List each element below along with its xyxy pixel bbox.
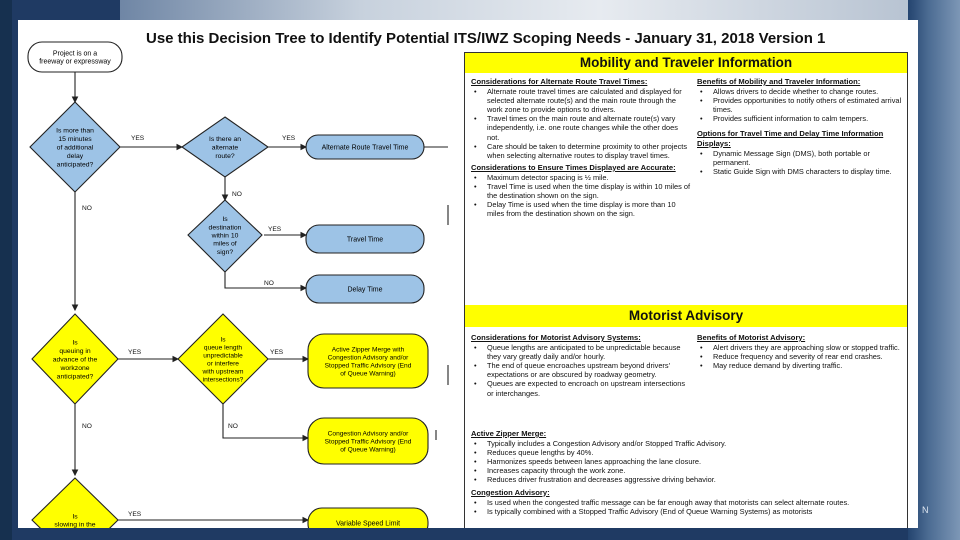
node-text-line: Stopped Traffic Advisory (End: [324, 438, 412, 446]
node-text-line: route?: [215, 152, 235, 160]
outcome-text: [347, 237, 383, 244]
col-motorist: [471, 333, 691, 401]
node-text-line: advance of the: [52, 356, 98, 364]
band-motorist: Motorist Advisory: [465, 305, 907, 327]
list-congestion: [471, 498, 901, 516]
node-text-line: Active Zipper Merge with: [331, 346, 405, 354]
node-text-line: Is: [222, 216, 228, 224]
list-item: • Dynamic Message Sign (DMS), both portable or permanent.: [697, 149, 902, 167]
heading-options: Options for Travel Time and Delay Time Information Displays:: [697, 129, 884, 148]
decision-queue-length-text: [201, 337, 244, 384]
node-text-line: with upstream: [202, 368, 244, 376]
no-label: NO: [264, 280, 274, 287]
list-item: • Allows drivers to decide whether to change routes.: [697, 87, 902, 96]
node-text-line: Is more than: [56, 127, 94, 135]
node-text-line: anticipated?: [56, 373, 94, 381]
list-item: • Maximum detector spacing is ½ mile.: [471, 173, 691, 182]
decision-alternate-route: [182, 117, 268, 177]
heading-benefits-mobility: Benefits of Mobility and Traveler Information:: [697, 77, 861, 86]
decision-delay-text: [56, 128, 94, 169]
list-item: • Travel times on the main route and alternate route(s) vary independently, i.e. one route changes while the other does not.: [471, 114, 691, 141]
node-text-line: queuing in: [59, 348, 91, 356]
decision-delay: [30, 102, 120, 192]
decision-queuing: [32, 314, 118, 404]
list-item: • Queue lengths are anticipated to be unpredictable because they vary greatly daily and/or hourly.: [471, 343, 691, 361]
list-item: • Queues are expected to encroach on upstream intersections or interchanges.: [471, 379, 691, 397]
list-item: • Reduce frequency and severity of rear end crashes.: [697, 352, 902, 361]
list-item: • The end of queue encroaches upstream beyond drivers' expectations or are obscured by roadway geometry.: [471, 361, 691, 379]
yes-label: YES: [128, 511, 142, 518]
page-title: Use this Decision Tree to Identify Potential ITS/IWZ Scoping Needs - January 31, 2018 Version 1: [146, 30, 826, 47]
yes-label: YES: [268, 226, 282, 233]
list-item: • Alert drivers they are approaching slow or stopped traffic.: [697, 343, 902, 352]
node-text-line: Congestion Advisory and/or: [327, 430, 409, 438]
document-slide: [18, 20, 918, 528]
outcome-congestion-advisory: [308, 418, 428, 464]
list-item: • Alternate route travel times are calculated and displayed for selected alternate route(s) and the main route through the work zone to provide options to drivers.: [471, 87, 691, 114]
node-text-line: slowing in the: [54, 521, 96, 528]
list-item: • Typically includes a Congestion Advisory and/or Stopped Traffic Advisory.: [471, 439, 901, 448]
yes-label: YES: [282, 135, 296, 142]
node-text-line: of additional: [56, 144, 94, 152]
list-benefits-mobility: [697, 87, 902, 123]
node-text-line: workzone: [60, 364, 90, 372]
band-mobility: Mobility and Traveler Information: [465, 53, 907, 73]
yes-label: YES: [131, 135, 145, 142]
list-item: • Is used when the congested traffic message can be far enough away that motorists can select alternate routes.: [471, 498, 901, 507]
node-text-line: destination: [208, 224, 242, 232]
node-text-line: queue length: [203, 344, 243, 352]
node-text-line: of Queue Warning): [340, 446, 396, 454]
node-text-line: Project is on a: [52, 50, 98, 58]
no-label: NO: [228, 423, 238, 430]
connector: [223, 404, 308, 438]
node-text-line: freeway or expressway: [39, 58, 111, 66]
outcome-travel-time: [306, 225, 424, 253]
decision-tree: [18, 20, 464, 528]
node-text-line: Is: [72, 513, 78, 521]
heading-accurate: Considerations to Ensure Times Displayed are Accurate:: [471, 162, 676, 172]
yes-label: YES: [128, 349, 142, 356]
node-text-line: Is: [220, 336, 226, 344]
outcome-text: [347, 287, 382, 294]
node-text-line: Congestion Advisory and/or: [327, 354, 409, 362]
node-text-line: intersections?: [202, 376, 244, 384]
outcome-text: [322, 145, 409, 152]
decision-destination: [188, 200, 262, 272]
list-alt-route: [471, 87, 691, 160]
node-text-line: Is: [72, 339, 78, 347]
list-motorist: [471, 343, 691, 398]
heading-alt-route: Considerations for Alternate Route Travel Times:: [471, 77, 648, 86]
list-item: • Is typically combined with a Stopped Traffic Advisory (End of Queue Warning Systems) as motorists: [471, 507, 901, 516]
node-text-line: Stopped Traffic Advisory (End: [324, 362, 412, 370]
node-start: [28, 42, 122, 72]
no-label: NO: [82, 423, 92, 430]
list-item: • Reduces queue lengths by 40%.: [471, 448, 901, 457]
list-item: • Provides opportunities to notify others of estimated arrival times.: [697, 96, 902, 114]
list-item: • Harmonizes speeds between lanes approaching the lane closure.: [471, 457, 901, 466]
list-item: • Static Guide Sign with DMS characters to display time.: [697, 167, 902, 176]
node-text-line: Is there an: [208, 136, 242, 144]
list-item: • Care should be taken to determine proximity to other projects when selecting alternative routes to display travel times.: [471, 142, 691, 160]
col-benefits-mobility: [697, 77, 902, 179]
heading-benefits-motorist: Benefits of Motorist Advisory:: [697, 333, 806, 342]
background-top-band: [120, 0, 920, 22]
list-benefits-motorist: [697, 343, 902, 370]
node-text-line: anticipated?: [56, 161, 94, 169]
node-text-line: 15 minutes: [58, 136, 92, 144]
node-text-line: unpredictable: [203, 352, 243, 360]
outcome-variable-speed-limit: [308, 508, 428, 528]
outcome-alternate-route-travel-time: [306, 135, 424, 159]
heading-congestion: Congestion Advisory:: [471, 487, 550, 497]
list-item: • May reduce demand by diverting traffic.: [697, 361, 902, 370]
node-text-line: alternate: [211, 144, 239, 152]
decision-slowing: [32, 478, 118, 528]
heading-motorist: Considerations for Motorist Advisory Systems:: [471, 333, 641, 342]
info-panel: [464, 52, 908, 528]
node-text-line: of Queue Warning): [340, 370, 396, 378]
list-item: • Delay Time is used when the time display is more than 10 miles from the destination shown on the sign.: [471, 200, 691, 218]
node-text-line: within 10: [211, 232, 239, 240]
node-text-line: Delay Time: [347, 286, 383, 294]
list-item: • Reduces driver frustration and decreases aggressive driving behavior.: [471, 475, 901, 484]
node-text-line: Travel Time: [346, 236, 384, 244]
background-left-stripe: [0, 0, 12, 540]
list-item: • Travel Time is used when the time display is within 10 miles of the destination shown on the sign.: [471, 182, 691, 200]
node-text-line: miles of: [213, 240, 237, 248]
yes-label: YES: [270, 349, 284, 356]
node-text-line: Alternate Route Travel Time: [321, 144, 409, 152]
decision-queue-length: [178, 314, 268, 404]
list-item: • Provides sufficient information to calm tempers.: [697, 114, 902, 123]
no-label: NO: [82, 205, 92, 212]
list-accurate: [471, 173, 691, 218]
outcome-active-zipper-merge: [308, 334, 428, 388]
node-text-line: delay: [66, 152, 84, 160]
node-text-line: sign?: [216, 248, 234, 256]
decision-diamond: [32, 478, 118, 528]
list-zipper: [471, 439, 901, 484]
list-options: [697, 149, 902, 176]
node-text-line: Variable Speed Limit: [335, 520, 401, 528]
outcome-text: [336, 521, 400, 528]
outcome-delay-time: [306, 275, 424, 303]
node-text-line: or interfere: [207, 360, 239, 368]
col-zipper-congestion: [471, 429, 901, 519]
corner-letter: N: [922, 505, 929, 515]
list-item: • Increases capacity through the work zone.: [471, 466, 901, 475]
no-label: NO: [232, 191, 242, 198]
heading-zipper: Active Zipper Merge:: [471, 429, 547, 438]
col-benefits-motorist: [697, 333, 902, 373]
col-alt-route: [471, 77, 691, 221]
